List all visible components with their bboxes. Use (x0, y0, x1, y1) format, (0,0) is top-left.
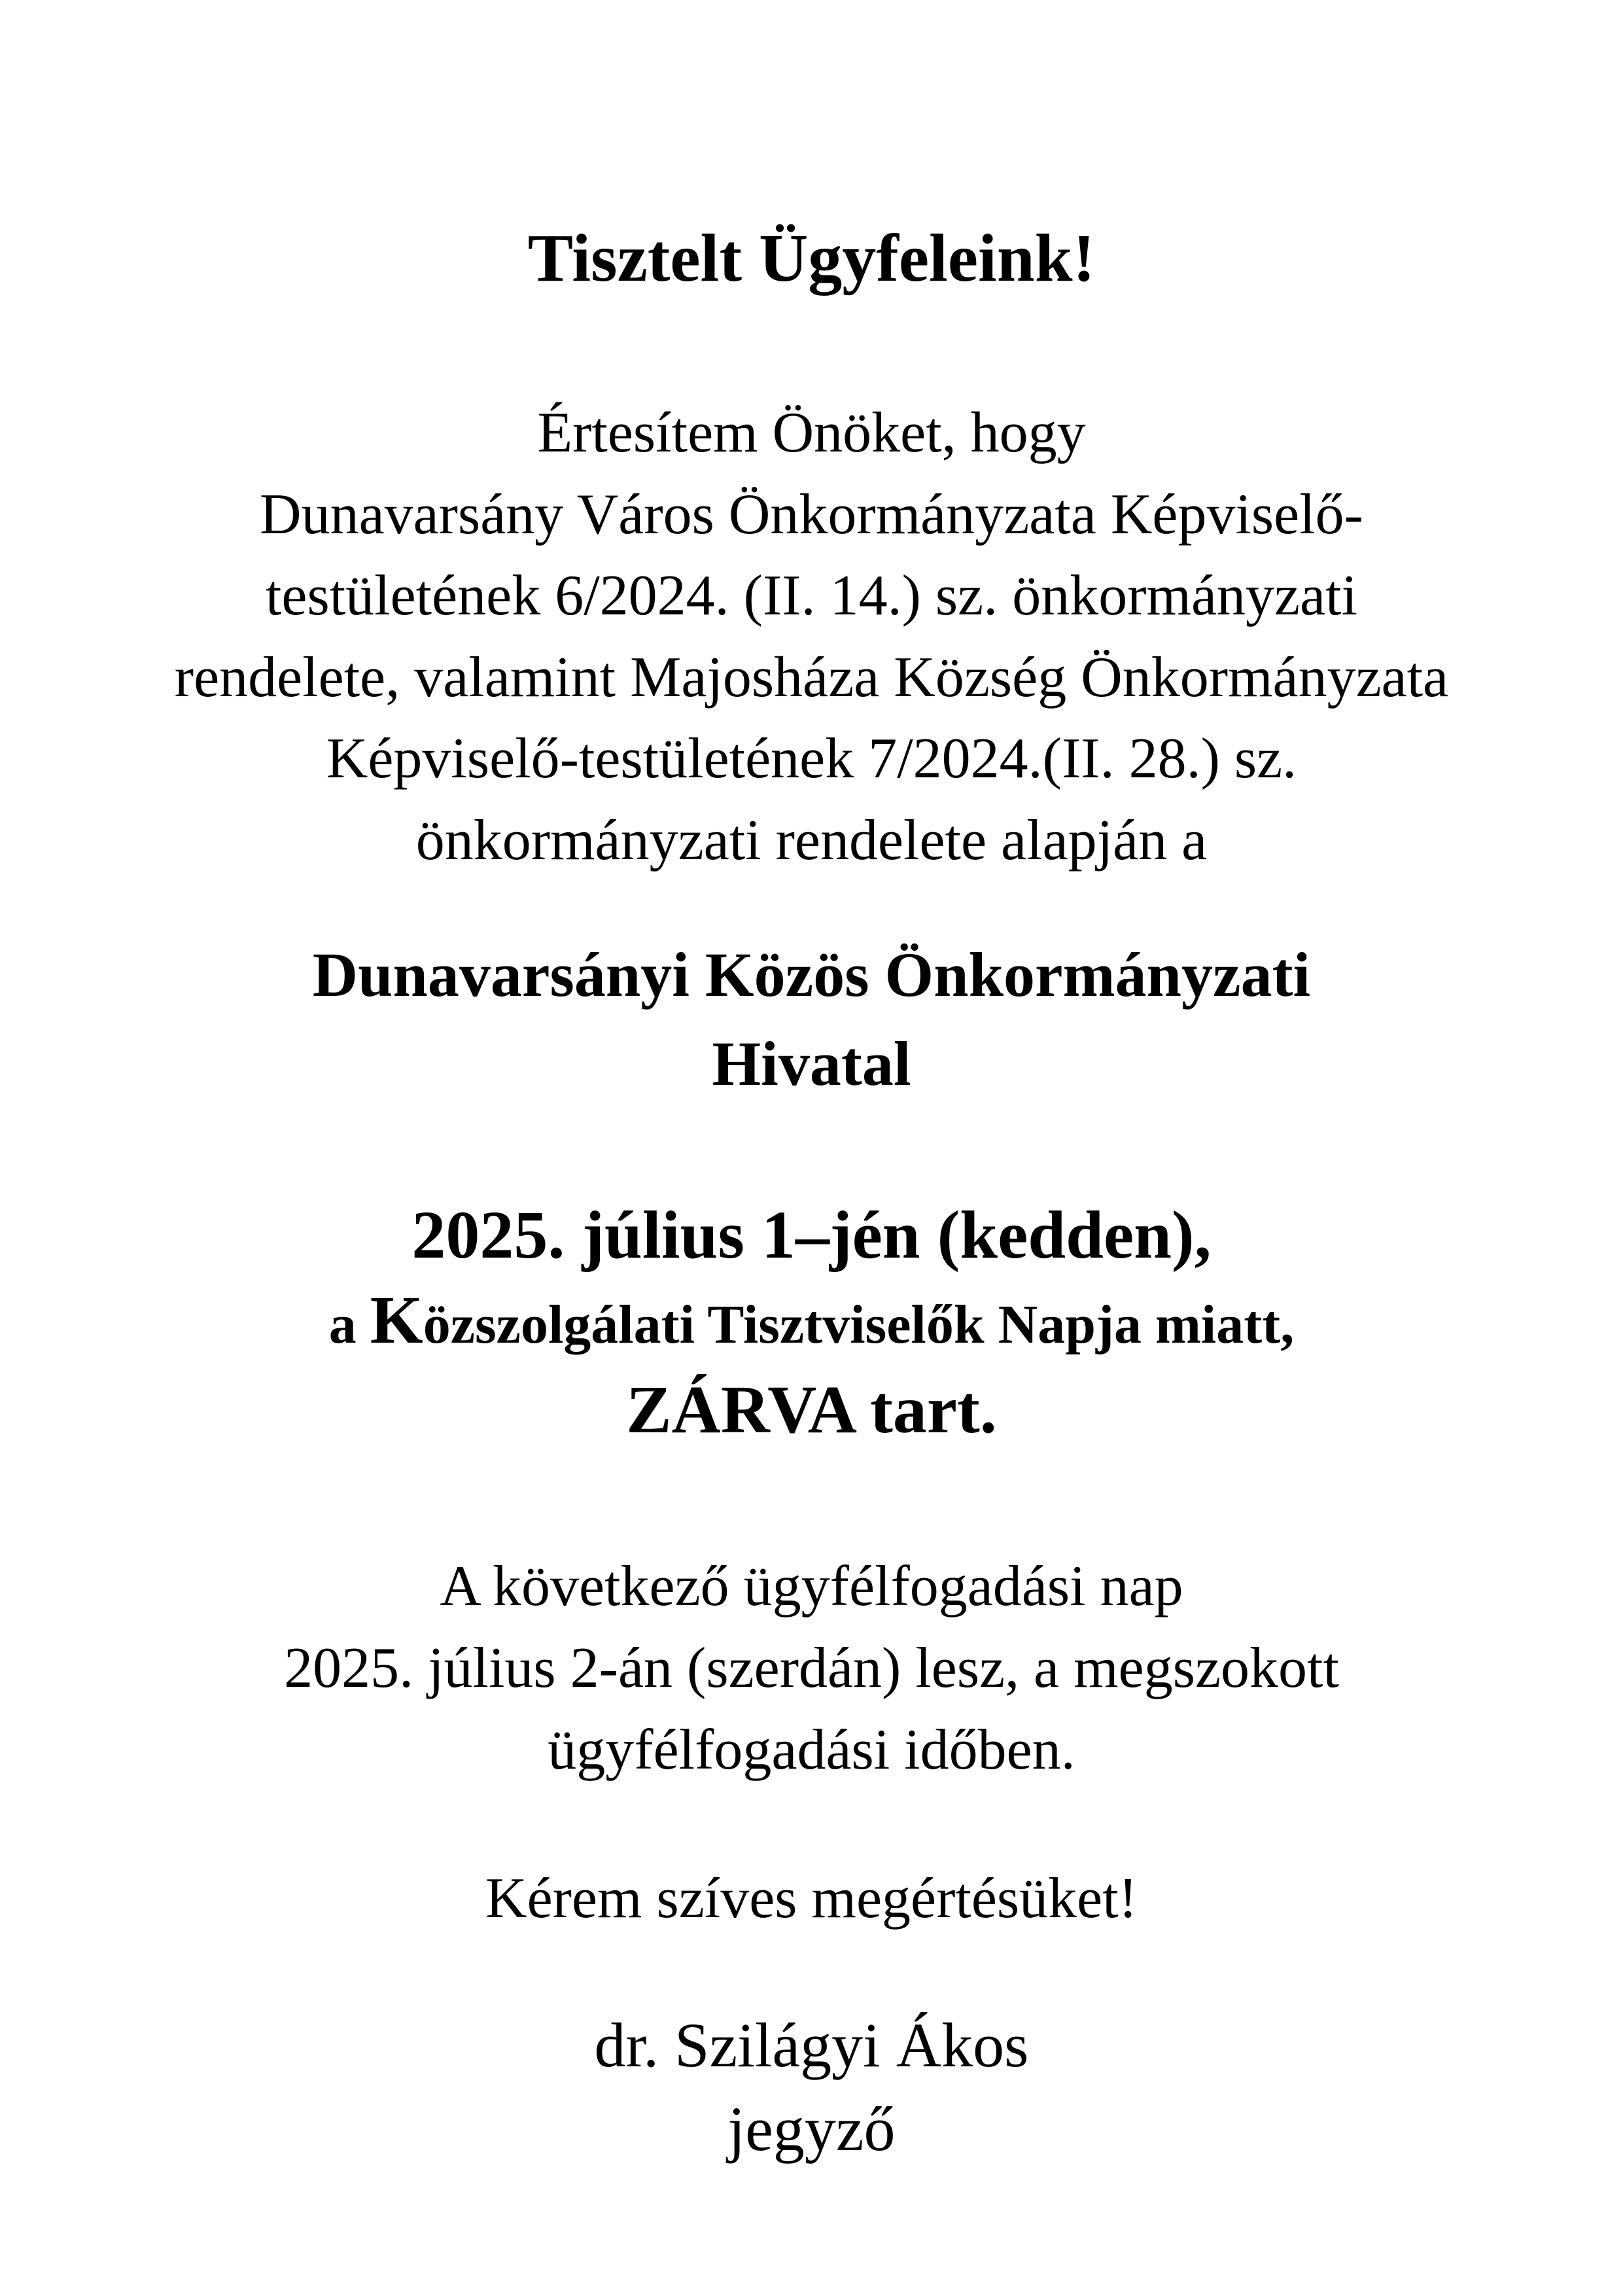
intro-line: Képviselő-testületének 7/2024.(II. 28.) sz. (326, 727, 1297, 790)
closure-date: 2025. július 1–jén (kedden), (411, 1197, 1212, 1273)
closed-statement: ZÁRVA tart. (626, 1372, 997, 1447)
signature-name: dr. Szilágyi Ákos (594, 2010, 1029, 2080)
greeting-heading: Tisztelt Ügyfeleink! (527, 221, 1096, 296)
intro-line: Értesítem Önöket, hogy (537, 401, 1086, 465)
intro-line: rendelete, valamint Majosháza Község Önkormányzata (174, 646, 1449, 709)
intro-line: önkormányzati rendelete alapján a (415, 809, 1208, 872)
office-name-line: Hivatal (712, 1029, 911, 1099)
next-day-line: 2025. július 2-án (szerdán) lesz, a megszokott (284, 1636, 1339, 1700)
closure-reason-initial: K (370, 1282, 423, 1358)
thanks-text: Kérem szíves megértésüket! (485, 1867, 1138, 1930)
intro-line: Dunavarsány Város Önkormányzata Képviselő- (260, 483, 1363, 546)
next-day-line: A következő ügyfélfogadási nap (440, 1555, 1183, 1618)
closure-reason-text: özszolgálati Tisztviselők Napja miatt, (423, 1294, 1295, 1355)
next-day-line: ügyfélfogadási időben. (548, 1718, 1075, 1782)
intro-line: testületének 6/2024. (II. 14.) sz. önkormányzati (265, 564, 1358, 627)
office-name-line: Dunavarsányi Közös Önkormányzati (312, 940, 1311, 1010)
closure-reason (0, 1282, 1623, 1363)
closure-reason-prefix: a (328, 1294, 370, 1355)
signature-title: jegyző (727, 2094, 896, 2164)
